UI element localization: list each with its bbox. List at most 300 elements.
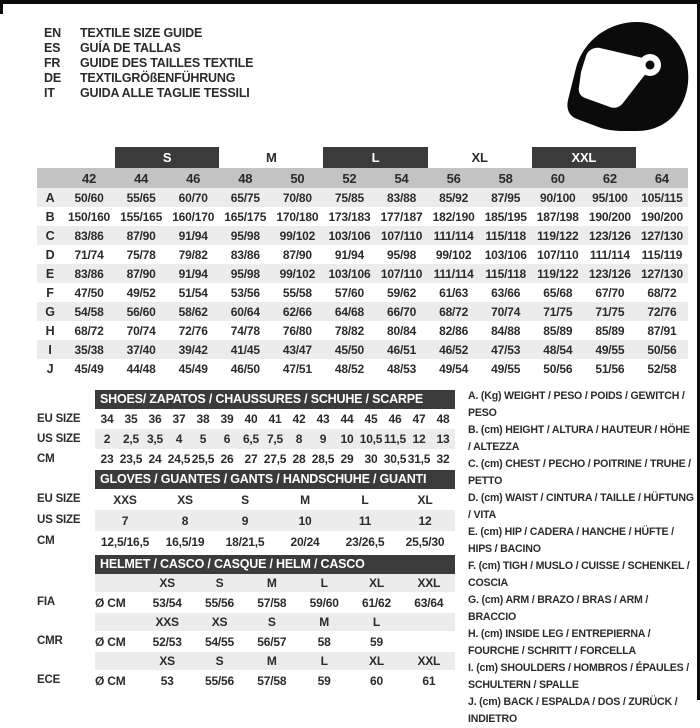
shoe-size-cell: 24,5 (167, 452, 191, 466)
shoe-size-cell: 4 (175, 432, 183, 446)
table-row (37, 359, 688, 378)
size-value-cell: 50/60 (74, 190, 104, 205)
size-value-cell: 71/75 (595, 304, 625, 319)
row-label: I (48, 342, 52, 357)
shoe-size-cell: 30 (364, 452, 378, 466)
size-value-cell: 48/52 (334, 361, 364, 376)
helmet-size-cell: 60 (370, 673, 383, 688)
top-border (0, 0, 700, 4)
size-value-cell: 91/94 (178, 266, 208, 281)
helmet-standard-group (37, 613, 455, 652)
size-value-cell: 35/38 (74, 342, 104, 357)
size-value-cell: 79/82 (178, 247, 208, 262)
size-value-cell: 150/160 (68, 209, 111, 224)
helmet-size-header-row (37, 652, 455, 670)
row-values (95, 574, 455, 592)
size-value-cell: 87/90 (126, 266, 156, 281)
size-value-cell: 44/48 (126, 361, 156, 376)
table-row (37, 409, 455, 429)
size-value-cell: 119/122 (537, 228, 579, 243)
helmet-section (37, 555, 455, 691)
legend-item: F. (cm) TIGH / MUSLO / CUISSE / SCHENKEL / COSCIA (468, 560, 690, 589)
helmet-size-label: XL (369, 654, 384, 668)
size-column-header: 52 (342, 170, 357, 186)
language-title: GUIDA ALLE TAGLIE TESSILI (80, 86, 250, 100)
size-value-cell: 127/130 (640, 266, 683, 281)
shoe-size-cell: 24 (148, 452, 162, 466)
shoe-size-cell: 43 (316, 412, 330, 426)
helmet-size-cell: 52/53 (152, 634, 182, 649)
glove-size-cell: 20/24 (290, 534, 320, 549)
helmet-size-label: L (320, 576, 328, 590)
size-value-cell: 80/84 (387, 323, 417, 338)
size-value-cell: 75/85 (334, 190, 364, 205)
shoe-size-cell: 31,5 (407, 452, 431, 466)
size-column-header: 58 (498, 170, 513, 186)
size-value-cell: 177/187 (380, 209, 423, 224)
size-value-cell: 78/82 (334, 323, 364, 338)
helmet-size-cell: 61/62 (361, 595, 391, 610)
shoe-size-cell: 35 (124, 412, 138, 426)
row-values (95, 613, 455, 631)
size-value-cell: 105/115 (641, 190, 683, 205)
shoe-size-cell: 8 (295, 432, 303, 446)
shoe-size-cell: 32 (436, 452, 450, 466)
size-value-cell: 39/42 (178, 342, 208, 357)
row-label: C (45, 228, 55, 243)
row-values (95, 592, 455, 613)
size-value-cell: 111/114 (433, 228, 474, 243)
glove-size-cell: 11 (358, 513, 372, 528)
helmet-size-label: M (266, 654, 277, 668)
textile-size-table (37, 146, 688, 378)
size-value-cell: 48/53 (387, 361, 417, 376)
helmet-size-label: XS (159, 576, 175, 590)
size-value-cell: 68/72 (439, 304, 469, 319)
row-label: H (45, 323, 55, 338)
table-row (37, 283, 688, 302)
language-code: EN (44, 26, 61, 40)
row-label: CM (37, 535, 55, 547)
table-row (37, 302, 688, 321)
shoe-size-cell: 30,5 (383, 452, 407, 466)
table-row (37, 188, 688, 207)
row-label: US SIZE (37, 514, 81, 526)
size-value-cell: 185/195 (484, 209, 527, 224)
size-value-cell: 65/75 (230, 190, 260, 205)
left-border (0, 0, 3, 14)
helmet-size-cell: 53/54 (152, 595, 182, 610)
shoe-size-cell: 47 (412, 412, 426, 426)
size-value-cell: 70/74 (126, 323, 156, 338)
size-value-cell: 72/76 (647, 304, 677, 319)
language-code: DE (44, 71, 61, 85)
size-band-s: S (115, 147, 219, 168)
size-value-cell: 103/106 (484, 247, 527, 262)
size-value-cell: 49/54 (439, 361, 469, 376)
helmet-size-cell: 56/57 (257, 634, 287, 649)
size-value-cell: 99/102 (435, 247, 472, 262)
shoes-section (37, 390, 455, 469)
size-value-cell: 47/53 (491, 342, 521, 357)
shoe-size-cell: 28 (292, 452, 306, 466)
gloves-section-header: GLOVES / GUANTES / GANTS / HANDSCHUHE / GUANTI (95, 470, 455, 489)
shoe-size-cell: 6,5 (242, 432, 260, 446)
row-label: G (45, 304, 55, 319)
size-value-cell: 48/54 (543, 342, 573, 357)
size-value-cell: 68/72 (74, 323, 104, 338)
shoe-size-cell: 5 (199, 432, 207, 446)
row-values (95, 409, 455, 429)
helmet-size-cell: 63/64 (414, 595, 444, 610)
glove-size-cell: 18/21,5 (225, 534, 265, 549)
helmet-standard-group (37, 574, 455, 613)
shoe-size-cell: 23,5 (119, 452, 143, 466)
shoe-size-cell: 48 (436, 412, 450, 426)
row-label: A (45, 190, 55, 205)
language-code: ES (44, 41, 61, 55)
size-value-cell: 84/88 (491, 323, 521, 338)
size-value-cell: 190/200 (588, 209, 631, 224)
helmet-size-cell: 55/56 (204, 595, 234, 610)
language-row (44, 86, 253, 101)
shoe-size-cell: 2,5 (122, 432, 140, 446)
row-values (95, 429, 455, 449)
language-row (44, 41, 253, 56)
size-value-cell: 61/63 (439, 285, 469, 300)
row-label: B (45, 209, 55, 224)
helmet-value-row (37, 631, 455, 652)
shoe-size-cell: 9 (319, 432, 327, 446)
glove-size-cell: 10 (298, 513, 312, 528)
size-value-cell: 71/74 (74, 247, 104, 262)
row-values (95, 631, 455, 652)
textile-rows (37, 188, 688, 378)
shoe-size-cell: 3,5 (146, 432, 164, 446)
row-values (95, 670, 455, 691)
size-column-header: 62 (602, 170, 617, 186)
size-value-cell: 46/50 (230, 361, 260, 376)
size-column-header: 56 (446, 170, 461, 186)
helmet-size-label: M (266, 576, 277, 590)
shoe-size-cell: 29 (340, 452, 354, 466)
shoe-size-cell: 34 (100, 412, 114, 426)
helmet-section-header: HELMET / CASCO / CASQUE / HELM / CASCO (95, 555, 455, 574)
size-value-cell: 99/102 (279, 266, 316, 281)
size-value-cell: 59/62 (387, 285, 417, 300)
glove-size-cell: 9 (241, 513, 249, 528)
size-value-cell: 74/78 (230, 323, 260, 338)
glove-size-cell: XS (177, 492, 193, 507)
shoes-section-header: SHOES/ ZAPATOS / CHAUSSURES / SCHUHE / SCARPE (95, 390, 455, 409)
size-column-header: 44 (134, 170, 149, 186)
row-values (95, 449, 455, 469)
glove-size-cell: 12,5/16,5 (100, 534, 150, 549)
glove-size-cell: 16,5/19 (165, 534, 205, 549)
size-value-cell: 119/122 (537, 266, 579, 281)
size-value-cell: 63/66 (491, 285, 521, 300)
shoe-size-cell: 27 (244, 452, 258, 466)
size-value-cell: 76/80 (282, 323, 312, 338)
helmet-size-cell: 59 (370, 634, 383, 649)
standard-label: FIA (37, 596, 55, 608)
size-value-cell: 90/100 (540, 190, 576, 205)
row-values (95, 510, 455, 531)
legend-item: J. (cm) BACK / ESPALDA / DOS / ZURÜCK / INDIETRO (468, 696, 678, 725)
shoe-size-cell: 40 (244, 412, 258, 426)
row-label: E (45, 266, 55, 281)
table-row (37, 226, 688, 245)
size-value-cell: 107/110 (380, 228, 423, 243)
language-row (44, 26, 253, 41)
size-value-cell: 52/58 (647, 361, 677, 376)
size-column-header: 54 (394, 170, 409, 186)
language-row (44, 56, 253, 71)
size-value-cell: 127/130 (640, 228, 683, 243)
row-values (95, 652, 455, 670)
size-value-cell: 50/56 (543, 361, 573, 376)
helmet-size-label: XXS (155, 615, 179, 629)
size-value-cell: 65/68 (543, 285, 573, 300)
size-value-cell: 60/64 (230, 304, 260, 319)
helmet-size-cell: 53 (160, 673, 174, 688)
helmet-value-row (37, 670, 455, 691)
size-value-cell: 41/45 (230, 342, 260, 357)
helmet-size-label: XS (159, 654, 175, 668)
size-value-cell: 45/50 (334, 342, 364, 357)
size-column-header: 48 (238, 170, 253, 186)
helmet-size-cell: 59/60 (309, 595, 339, 610)
helmet-size-cell: 57/58 (257, 595, 287, 610)
size-value-cell: 46/51 (387, 342, 417, 357)
size-band-l: L (323, 147, 427, 168)
language-title: GUÍA DE TALLAS (80, 41, 181, 55)
shoe-size-cell: 26 (220, 452, 234, 466)
table-row (37, 429, 455, 449)
size-value-cell: 95/98 (387, 247, 417, 262)
size-value-cell: 87/91 (647, 323, 677, 338)
language-code: FR (44, 56, 61, 70)
size-value-cell: 123/126 (588, 228, 631, 243)
size-value-cell: 66/70 (387, 304, 417, 319)
glove-size-cell: 12 (418, 513, 432, 528)
shoe-size-cell: 36 (148, 412, 162, 426)
measurement-legend (468, 388, 695, 728)
legend-item: H. (cm) INSIDE LEG / ENTREPIERNA / FOURCHE / SCHRITT / FORCELLA (468, 628, 651, 657)
row-label: US SIZE (37, 433, 81, 445)
size-value-cell: 62/66 (282, 304, 312, 319)
helmet-size-label: L (320, 654, 328, 668)
language-title: TEXTILGRÖßENFÜHRUNG (80, 71, 236, 85)
helmet-groups (37, 574, 455, 691)
legend-item: C. (cm) CHEST / PECHO / POITRINE / TRUHE / PETTO (468, 458, 691, 487)
size-value-cell: 85/92 (439, 190, 469, 205)
size-column-header: 46 (186, 170, 201, 186)
size-value-cell: 99/102 (279, 228, 316, 243)
row-label: EU SIZE (37, 493, 81, 505)
size-value-cell: 68/72 (647, 285, 677, 300)
helmet-size-cell: 57/58 (257, 673, 287, 688)
helmet-value-row (37, 592, 455, 613)
helmet-size-label: M (319, 615, 330, 629)
size-value-cell: 85/89 (595, 323, 625, 338)
helmet-size-header-row (37, 613, 455, 631)
size-value-cell: 115/119 (641, 247, 683, 262)
size-column-header: 64 (654, 170, 669, 186)
helmet-size-label: XL (369, 576, 384, 590)
size-value-cell: 49/55 (491, 361, 521, 376)
size-value-cell: 54/58 (74, 304, 104, 319)
size-value-cell: 58/62 (178, 304, 208, 319)
shoe-size-cell: 12 (412, 432, 426, 446)
shoe-size-cell: 41 (268, 412, 282, 426)
helmet-size-cell: 54/55 (204, 634, 234, 649)
size-value-cell: 87/90 (282, 247, 312, 262)
size-value-cell: 75/78 (126, 247, 156, 262)
legend-item: D. (cm) WAIST / CINTURA / TAILLE / HÜFTUNG / VITA (468, 492, 694, 521)
language-title-list (44, 26, 253, 101)
shoe-size-cell: 2 (103, 432, 111, 446)
size-band-row (37, 146, 688, 168)
row-values (95, 489, 455, 510)
shoe-size-cell: 38 (196, 412, 210, 426)
legend-item: I. (cm) SHOULDERS / HOMBROS / ÉPAULES / SCHULTERN / SPALLE (468, 662, 689, 691)
glove-size-cell: XXS (113, 492, 137, 507)
table-row (37, 340, 688, 359)
size-value-cell: 71/75 (543, 304, 573, 319)
legend-item: E. (cm) HIP / CADERA / HANCHE / HÜFTE / HIPS / BACINO (468, 526, 674, 555)
size-band-m: M (266, 149, 277, 165)
row-values (95, 531, 455, 552)
diameter-unit-label: Ø CM (95, 634, 126, 649)
size-value-cell: 190/200 (640, 209, 683, 224)
size-value-cell: 187/198 (536, 209, 579, 224)
helmet-size-label: XXL (417, 654, 441, 668)
shoe-size-cell: 7,5 (266, 432, 284, 446)
gloves-rows (37, 489, 455, 552)
table-row (37, 510, 455, 531)
size-value-cell: 165/175 (224, 209, 267, 224)
row-label: D (45, 247, 55, 262)
size-value-cell: 83/86 (74, 228, 104, 243)
legend-item: A. (Kg) WEIGHT / PESO / POIDS / GEWITCH / PESO (468, 390, 685, 419)
size-value-cell: 173/183 (328, 209, 371, 224)
shoe-size-cell: 27,5 (263, 452, 287, 466)
row-label: EU SIZE (37, 413, 81, 425)
size-value-cell: 87/90 (126, 228, 156, 243)
helmet-size-label: XS (211, 615, 228, 629)
shoe-size-cell: 10,5 (359, 432, 383, 446)
table-row (37, 245, 688, 264)
helmet-size-label: S (215, 576, 224, 590)
size-column-header: 42 (82, 170, 97, 186)
size-value-cell: 37/40 (126, 342, 156, 357)
table-row (37, 321, 688, 340)
size-value-cell: 91/94 (178, 228, 208, 243)
shoe-size-cell: 37 (172, 412, 186, 426)
helmet-standard-group (37, 652, 455, 691)
shoe-size-cell: 46 (388, 412, 402, 426)
table-row (37, 264, 688, 283)
size-value-cell: 53/56 (230, 285, 260, 300)
size-value-cell: 111/114 (589, 247, 630, 262)
size-value-cell: 83/88 (387, 190, 417, 205)
diameter-unit-label: Ø CM (95, 673, 126, 688)
size-value-cell: 103/106 (328, 228, 371, 243)
size-value-cell: 115/118 (485, 228, 527, 243)
size-value-cell: 43/47 (282, 342, 312, 357)
row-label: F (46, 285, 54, 300)
language-title: TEXTILE SIZE GUIDE (80, 26, 203, 40)
size-number-header-row (37, 168, 688, 188)
size-value-cell: 95/98 (230, 266, 260, 281)
size-value-cell: 45/49 (74, 361, 104, 376)
standard-label: ECE (37, 674, 61, 686)
size-value-cell: 49/55 (595, 342, 625, 357)
size-value-cell: 56/60 (126, 304, 156, 319)
size-value-cell: 111/114 (433, 266, 474, 281)
language-row (44, 71, 253, 86)
size-value-cell: 60/70 (178, 190, 208, 205)
size-value-cell: 123/126 (588, 266, 631, 281)
glove-size-cell: 7 (121, 513, 129, 528)
glove-size-cell: 25,5/30 (405, 534, 445, 549)
helmet-size-label: L (372, 615, 381, 629)
standard-label: CMR (37, 635, 63, 647)
size-value-cell: 85/89 (543, 323, 573, 338)
helmet-size-label: S (267, 615, 276, 629)
size-value-cell: 82/86 (439, 323, 469, 338)
legend-item: B. (cm) HEIGHT / ALTURA / HAUTEUR / HÖHE / ALTEZZA (468, 424, 690, 453)
size-value-cell: 91/94 (334, 247, 364, 262)
size-value-cell: 107/110 (380, 266, 423, 281)
shoe-size-cell: 44 (340, 412, 354, 426)
helmet-size-cell: 59 (317, 673, 331, 688)
table-row (37, 449, 455, 469)
size-value-cell: 70/74 (491, 304, 521, 319)
size-band-xxl: XXL (532, 147, 636, 168)
shoe-size-cell: 10 (340, 432, 354, 446)
row-label: J (46, 361, 54, 376)
helmet-size-label: XXL (417, 576, 441, 590)
helmet-size-cell: 61 (422, 673, 436, 688)
glove-size-cell: S (241, 492, 249, 507)
shoe-size-cell: 39 (220, 412, 234, 426)
legend-item: G. (cm) ARM / BRAZO / BRAS / ARM / BRACCIO (468, 594, 649, 623)
size-value-cell: 170/180 (276, 209, 319, 224)
size-value-cell: 51/54 (178, 285, 208, 300)
shoes-rows (37, 409, 455, 469)
helmet-size-cell: 58 (317, 634, 331, 649)
size-value-cell: 160/170 (172, 209, 215, 224)
diameter-unit-label: Ø CM (95, 595, 126, 610)
size-band-xl: XL (471, 149, 488, 165)
glove-size-cell: L (361, 492, 369, 507)
glove-size-cell: 23/26,5 (345, 534, 385, 549)
shoe-size-cell: 42 (292, 412, 306, 426)
size-value-cell: 70/80 (282, 190, 312, 205)
table-row (37, 531, 455, 552)
helmet-size-cell: 55/56 (204, 673, 234, 688)
size-value-cell: 155/165 (120, 209, 163, 224)
helmet-size-header-row (37, 574, 455, 592)
shoe-size-cell: 25,5 (191, 452, 215, 466)
shoe-size-cell: 23 (100, 452, 114, 466)
shoe-size-cell: 45 (364, 412, 378, 426)
size-value-cell: 51/56 (595, 361, 625, 376)
size-value-cell: 46/52 (439, 342, 469, 357)
size-value-cell: 83/86 (230, 247, 260, 262)
